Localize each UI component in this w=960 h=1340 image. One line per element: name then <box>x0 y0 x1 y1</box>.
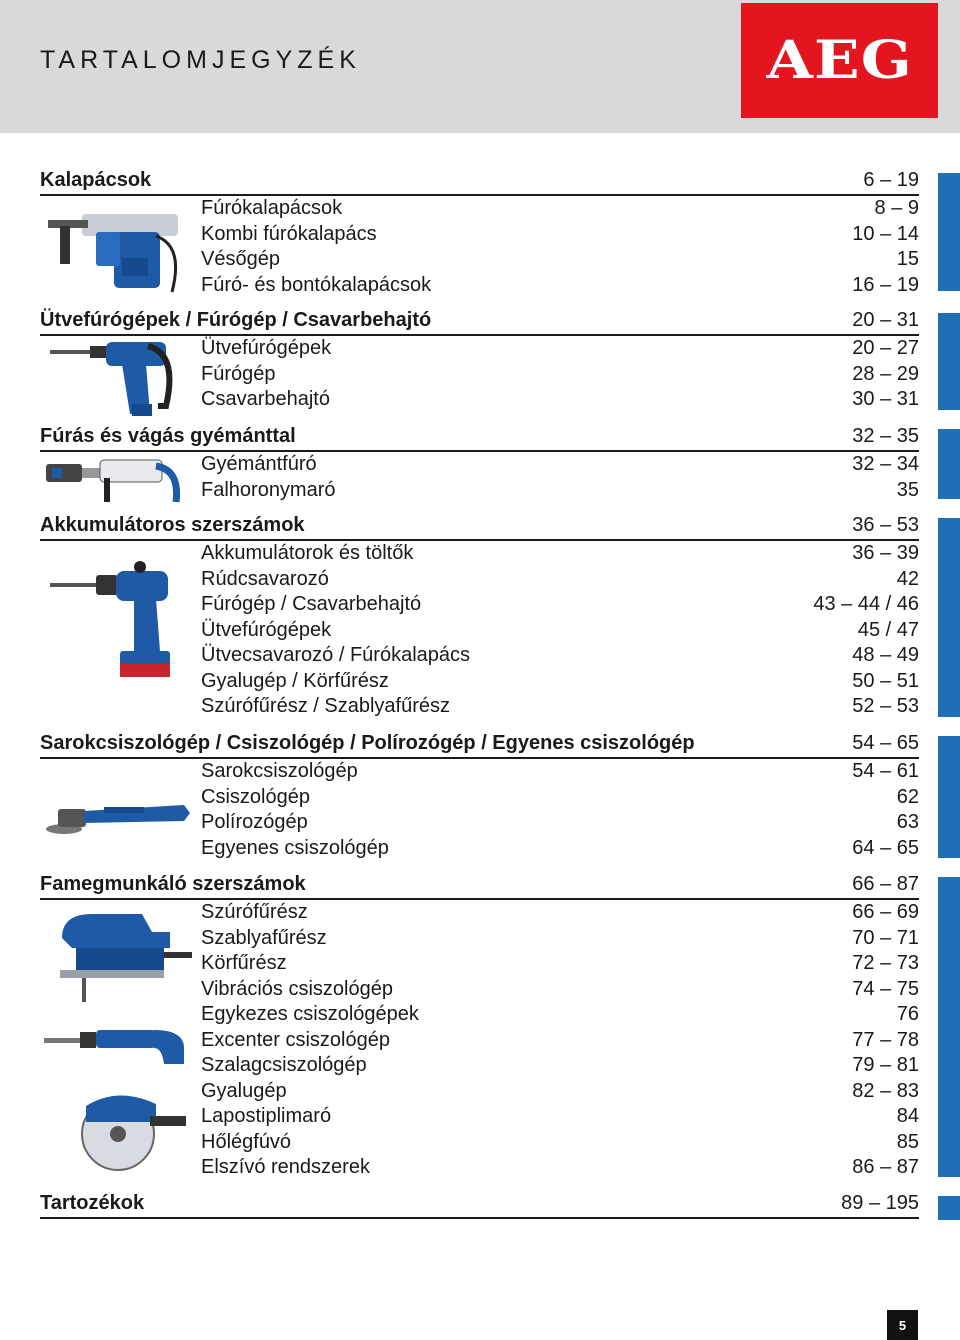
toc-item-pages: 54 – 61 <box>852 760 919 782</box>
section-heading[interactable] <box>40 168 919 196</box>
toc-item-label: Rúdcsavarozó <box>201 567 329 590</box>
toc-item-label: Vésőgép <box>201 248 280 270</box>
toc-item-label: Excenter csiszológép <box>201 1028 390 1051</box>
toc-item-label: Gyalugép <box>201 1079 287 1102</box>
toc-item-label: Falhoronymaró <box>201 478 336 501</box>
toc-item-label: Vibrációs csiszológép <box>201 977 393 1000</box>
page-title: TARTALOMJEGYZÉK <box>40 46 361 74</box>
section-heading[interactable] <box>40 424 919 452</box>
toc-item-pages: 79 – 81 <box>852 1054 919 1076</box>
section-tab[interactable] <box>938 429 960 499</box>
toc-item-label: Szúrófűrész <box>201 901 308 923</box>
toc-item-pages: 86 – 87 <box>852 1156 919 1178</box>
aeg-logo-text: AEG <box>766 30 913 91</box>
toc-item-pages: 30 – 31 <box>852 388 919 410</box>
section-tab[interactable] <box>938 877 960 1177</box>
toc-item-pages: 15 <box>896 248 919 270</box>
toc-item-pages: 76 <box>896 1003 919 1025</box>
section-pages: 89 – 195 <box>841 1192 919 1214</box>
section-title: Sarokcsiszológép / Csiszológép / Polírozógép / Egyenes csiszológép <box>40 732 695 754</box>
toc-item-pages: 82 – 83 <box>852 1079 919 1102</box>
toc-item-label: Csiszológép <box>201 785 310 808</box>
toc-item-pages: 10 – 14 <box>852 222 919 245</box>
toc-item-label: Sarokcsiszológép <box>201 760 358 782</box>
cordless-drill-icon <box>50 553 190 679</box>
toc-section-famegmunkalo <box>40 872 919 1181</box>
toc-item-label: Fúrógép <box>201 362 276 385</box>
reciprocating-saw-icon <box>44 1024 190 1068</box>
toc-item-pages: 42 <box>896 567 919 590</box>
toc-item-label: Szalagcsiszológép <box>201 1054 367 1076</box>
toc-item-pages: 45 / 47 <box>857 618 919 641</box>
section-heading[interactable] <box>40 513 919 541</box>
toc-item-pages: 85 <box>896 1130 919 1153</box>
toc-item-pages: 64 – 65 <box>852 836 919 859</box>
toc-item-pages: 84 <box>896 1105 919 1127</box>
toc-item-pages: 20 – 27 <box>852 337 919 359</box>
toc-item-pages: 32 – 34 <box>852 453 919 475</box>
toc-item-label: Ütvefúrógépek <box>201 337 332 359</box>
section-pages: 66 – 87 <box>852 873 919 895</box>
section-tab[interactable] <box>938 518 960 717</box>
toc-item-label: Fúrógép / Csavarbehajtó <box>201 593 422 615</box>
toc-item-label: Körfűrész <box>201 952 287 974</box>
toc-section-csiszolo <box>40 731 919 861</box>
toc-item-label: Fúró- és bontókalapácsok <box>201 273 432 296</box>
toc-section-utvefurogepek <box>40 308 919 413</box>
section-tab[interactable] <box>938 313 960 410</box>
toc-item-pages: 52 – 53 <box>852 695 919 717</box>
section-title: Fúrás és vágás gyémánttal <box>40 425 296 447</box>
toc-item-pages: 62 <box>896 785 919 808</box>
toc-item-label: Gyémántfúró <box>201 453 317 475</box>
jigsaw-icon <box>52 908 192 1004</box>
toc-item-label: Ütvecsavarozó / Fúrókalapács <box>201 644 471 666</box>
aeg-logo <box>741 3 938 118</box>
toc-item-pages: 8 – 9 <box>874 197 919 219</box>
toc-item-pages: 16 – 19 <box>852 273 919 296</box>
toc-item[interactable] <box>40 759 919 785</box>
toc-item-label: Egyenes csiszológép <box>201 836 389 859</box>
toc-item-pages: 50 – 51 <box>852 669 919 692</box>
section-heading[interactable] <box>40 1191 919 1219</box>
section-pages: 36 – 53 <box>852 514 919 536</box>
toc-item-pages: 35 <box>896 478 919 501</box>
toc-item-label: Akkumulátorok és töltők <box>201 542 414 564</box>
toc-item-pages: 36 – 39 <box>852 542 919 564</box>
toc-item-label: Csavarbehajtó <box>201 388 330 410</box>
circular-saw-icon <box>46 1086 190 1174</box>
section-pages: 20 – 31 <box>852 309 919 331</box>
angle-grinder-icon <box>44 795 192 839</box>
toc-item-label: Lapostiplimaró <box>201 1105 332 1127</box>
section-tab[interactable] <box>938 736 960 858</box>
toc-item-label: Ütvefúrógépek <box>201 618 332 641</box>
page-header <box>0 0 960 133</box>
toc-section-kalapacsok <box>40 168 919 298</box>
toc-item-pages: 28 – 29 <box>852 362 919 385</box>
toc-item-pages: 48 – 49 <box>852 644 919 666</box>
section-title: Tartozékok <box>40 1192 145 1214</box>
toc-section-tartozekok <box>40 1191 919 1219</box>
section-heading[interactable] <box>40 308 919 336</box>
section-tab[interactable] <box>938 173 960 291</box>
toc-item-label: Szablyafűrész <box>201 926 327 949</box>
toc-item[interactable] <box>40 836 919 862</box>
section-heading[interactable] <box>40 872 919 900</box>
toc-section-akkumulatoros <box>40 513 919 720</box>
page-number: 5 <box>887 1310 918 1340</box>
toc-item-pages: 63 <box>896 811 919 833</box>
toc-item-label: Polírozógép <box>201 811 308 833</box>
toc-item-label: Elszívó rendszerek <box>201 1156 370 1178</box>
diamond-drill-icon <box>44 456 190 504</box>
section-title: Akkumulátoros szerszámok <box>40 514 305 536</box>
demolition-hammer-icon <box>44 206 190 302</box>
section-title: Famegmunkáló szerszámok <box>40 873 306 895</box>
toc-item-label: Gyalugép / Körfűrész <box>201 669 389 692</box>
section-title: Kalapácsok <box>40 169 152 191</box>
section-pages: 6 – 19 <box>863 169 919 191</box>
toc-item-label: Hőlégfúvó <box>201 1130 292 1153</box>
section-title: Ütvefúrógépek / Fúrógép / Csavarbehajtó <box>40 309 432 331</box>
toc-item[interactable] <box>40 694 919 720</box>
toc-item-label: Szúrófűrész / Szablyafűrész <box>201 695 450 717</box>
toc-section-gyemant <box>40 424 919 503</box>
toc-item-label: Egykezes csiszológépek <box>201 1003 419 1025</box>
toc-item-pages: 77 – 78 <box>852 1028 919 1051</box>
toc-item-pages: 43 – 44 / 46 <box>813 593 919 615</box>
toc-item-pages: 70 – 71 <box>852 926 919 949</box>
toc-item-pages: 72 – 73 <box>852 952 919 974</box>
toc-item-label: Kombi fúrókalapács <box>201 222 377 245</box>
toc-item-pages: 66 – 69 <box>852 901 919 923</box>
impact-drill-icon <box>50 340 190 422</box>
toc-item-pages: 74 – 75 <box>852 977 919 1000</box>
section-pages: 54 – 65 <box>852 732 919 754</box>
section-pages: 32 – 35 <box>852 425 919 447</box>
section-heading[interactable] <box>40 731 919 759</box>
toc-item-label: Fúrókalapácsok <box>201 197 343 219</box>
section-tab[interactable] <box>938 1196 960 1220</box>
